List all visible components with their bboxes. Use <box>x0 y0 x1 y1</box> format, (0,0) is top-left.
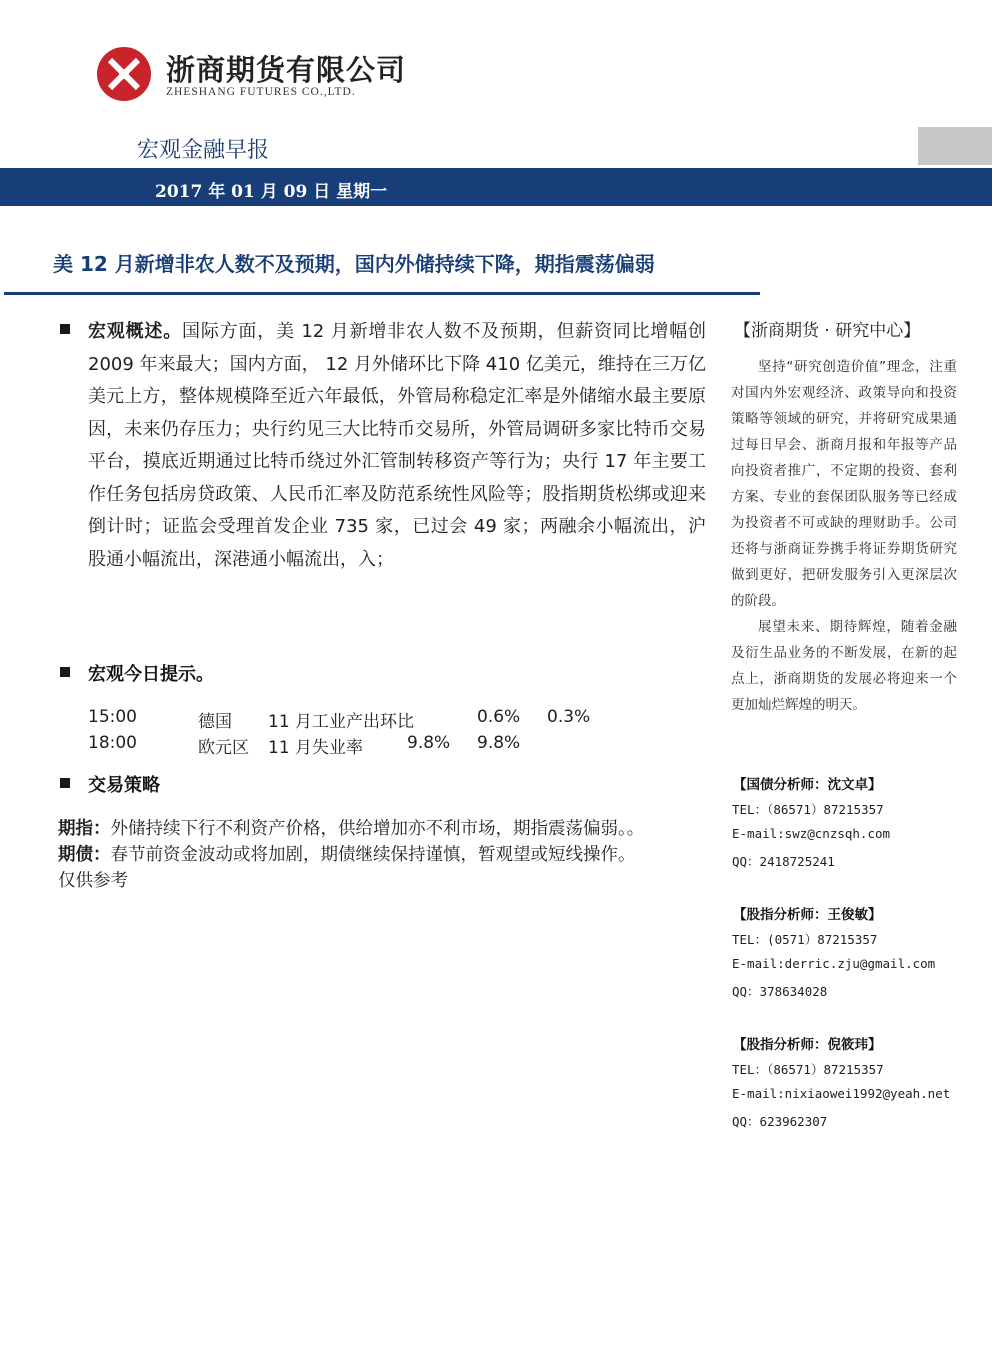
strategy-text: 春节前资金波动或将加剧，期债继续保持谨慎，暂观望或短线操作。 <box>110 845 636 865</box>
research-center-title: 【浙商期货 · 研究中心】 <box>734 321 921 341</box>
event-value-2: 9.8% <box>477 733 521 753</box>
strategy-line <box>58 816 718 842</box>
strategy-label: 期指： <box>58 819 111 839</box>
headline-divider <box>4 292 760 295</box>
overview-text: 国际方面，美 12 月新增非农人数不及预期，但薪资同比增幅创 2009 年来最大；国内方面， 12 月外储环比下降 410 亿美元，维持在三万亿美元上方，整体规模降至近六年最低，外管局称稳定汇率是外储缩水最主要原因，未来仍存压力；央行约见三大比特币交易所，外管局调研多家比特币交易平台，摸底近期通过比特币绕过外汇管制转移资产等行为；央行 17 年主要工作任务包括房贷政策、人民币汇率及防范系统性风险等；股指期货松绑或迎来倒计时；证监会受理首发企业 735 家，已过会 49 家；两融余小幅流出，沪股通小幅流出，深港通小幅流出，入； <box>88 321 706 570</box>
event-time: 18:00 <box>88 733 137 753</box>
event-value-2: 0.3% <box>547 707 591 727</box>
headline: 美 12 月新增非农人数不及预期，国内外储持续下降，期指震荡偏弱 <box>53 252 655 276</box>
event-region: 欧元区 <box>198 738 249 758</box>
overview-lead: 宏观概述。 <box>88 321 183 342</box>
analyst-qq: QQ：623962307 <box>732 1114 828 1129</box>
analyst-tel: TEL：（86571）87215357 <box>732 802 884 817</box>
research-center-outlook: 展望未来、期待辉煌，随着金融及衍生品业务的不断发展，在新的起点上，浙商期货的发展必将迎来一个更加灿烂辉煌的明天。 <box>731 619 957 713</box>
analyst-email[interactable]: E-mail:swz@cnzsqh.com <box>732 826 891 841</box>
bullet-icon <box>60 667 70 677</box>
analyst-title: 【股指分析师：倪筱玮】 <box>733 1037 882 1053</box>
event-item: 11 月失业率 <box>268 738 364 758</box>
analyst-email[interactable]: E-mail:nixiaowei1992@yeah.net <box>732 1086 951 1101</box>
analyst-qq: QQ：2418725241 <box>732 854 835 869</box>
event-time: 15:00 <box>88 707 137 727</box>
analyst-tel: TEL：(0571）87215357 <box>732 932 878 947</box>
analyst-email[interactable]: E-mail:derric.zju@gmail.com <box>732 956 936 971</box>
report-date: 2017 年 01 月 09 日 星期一 <box>155 182 388 202</box>
decorative-block <box>918 127 992 165</box>
report-title: 宏观金融早报 <box>137 138 270 163</box>
calendar-row <box>0 707 720 731</box>
calendar-row <box>0 733 720 757</box>
disclaimer: 仅供参考 <box>58 871 128 891</box>
analyst-qq: QQ：378634028 <box>732 984 828 999</box>
date-bar <box>0 168 992 206</box>
strategy-title: 交易策略 <box>88 775 160 796</box>
company-logo <box>96 46 152 102</box>
calendar-title: 宏观今日提示。 <box>88 664 214 685</box>
event-region: 德国 <box>198 712 232 732</box>
company-name-cn: 浙商期货有限公司 <box>166 53 407 87</box>
analyst-title: 【股指分析师：王俊敏】 <box>733 907 882 923</box>
research-center-intro: 坚持“研究创造价值”理念，注重对国内外宏观经济、政策导向和投资策略等领域的研究，并将研究成果通过每日早会、浙商月报和年报等产品向投资者推广，不定期的投资、套利方案、专业的套保团队服务等已经成为投资者不可或缺的理财助手。公司还将与浙商证券携手将证券期货研究做到更好，把研发服务引入更深层次的阶段。 <box>731 359 957 609</box>
strategy-label: 期债： <box>58 845 111 865</box>
event-value-1: 0.6% <box>477 707 521 727</box>
analyst-title: 【国债分析师：沈文卓】 <box>733 777 882 793</box>
bullet-icon <box>60 324 70 334</box>
company-name-en: ZHESHANG FUTURES CO.,LTD. <box>166 86 356 98</box>
macro-overview <box>88 316 706 576</box>
bullet-icon <box>60 778 70 788</box>
event-value-1: 9.8% <box>407 733 451 753</box>
strategy-text: 外储持续下行不利资产价格，供给增加亦不利市场，期指震荡偏弱。。 <box>110 819 645 839</box>
analyst-tel: TEL：（86571）87215357 <box>732 1062 884 1077</box>
strategy-line <box>58 842 718 868</box>
event-item: 11 月工业产出环比 <box>268 712 415 732</box>
